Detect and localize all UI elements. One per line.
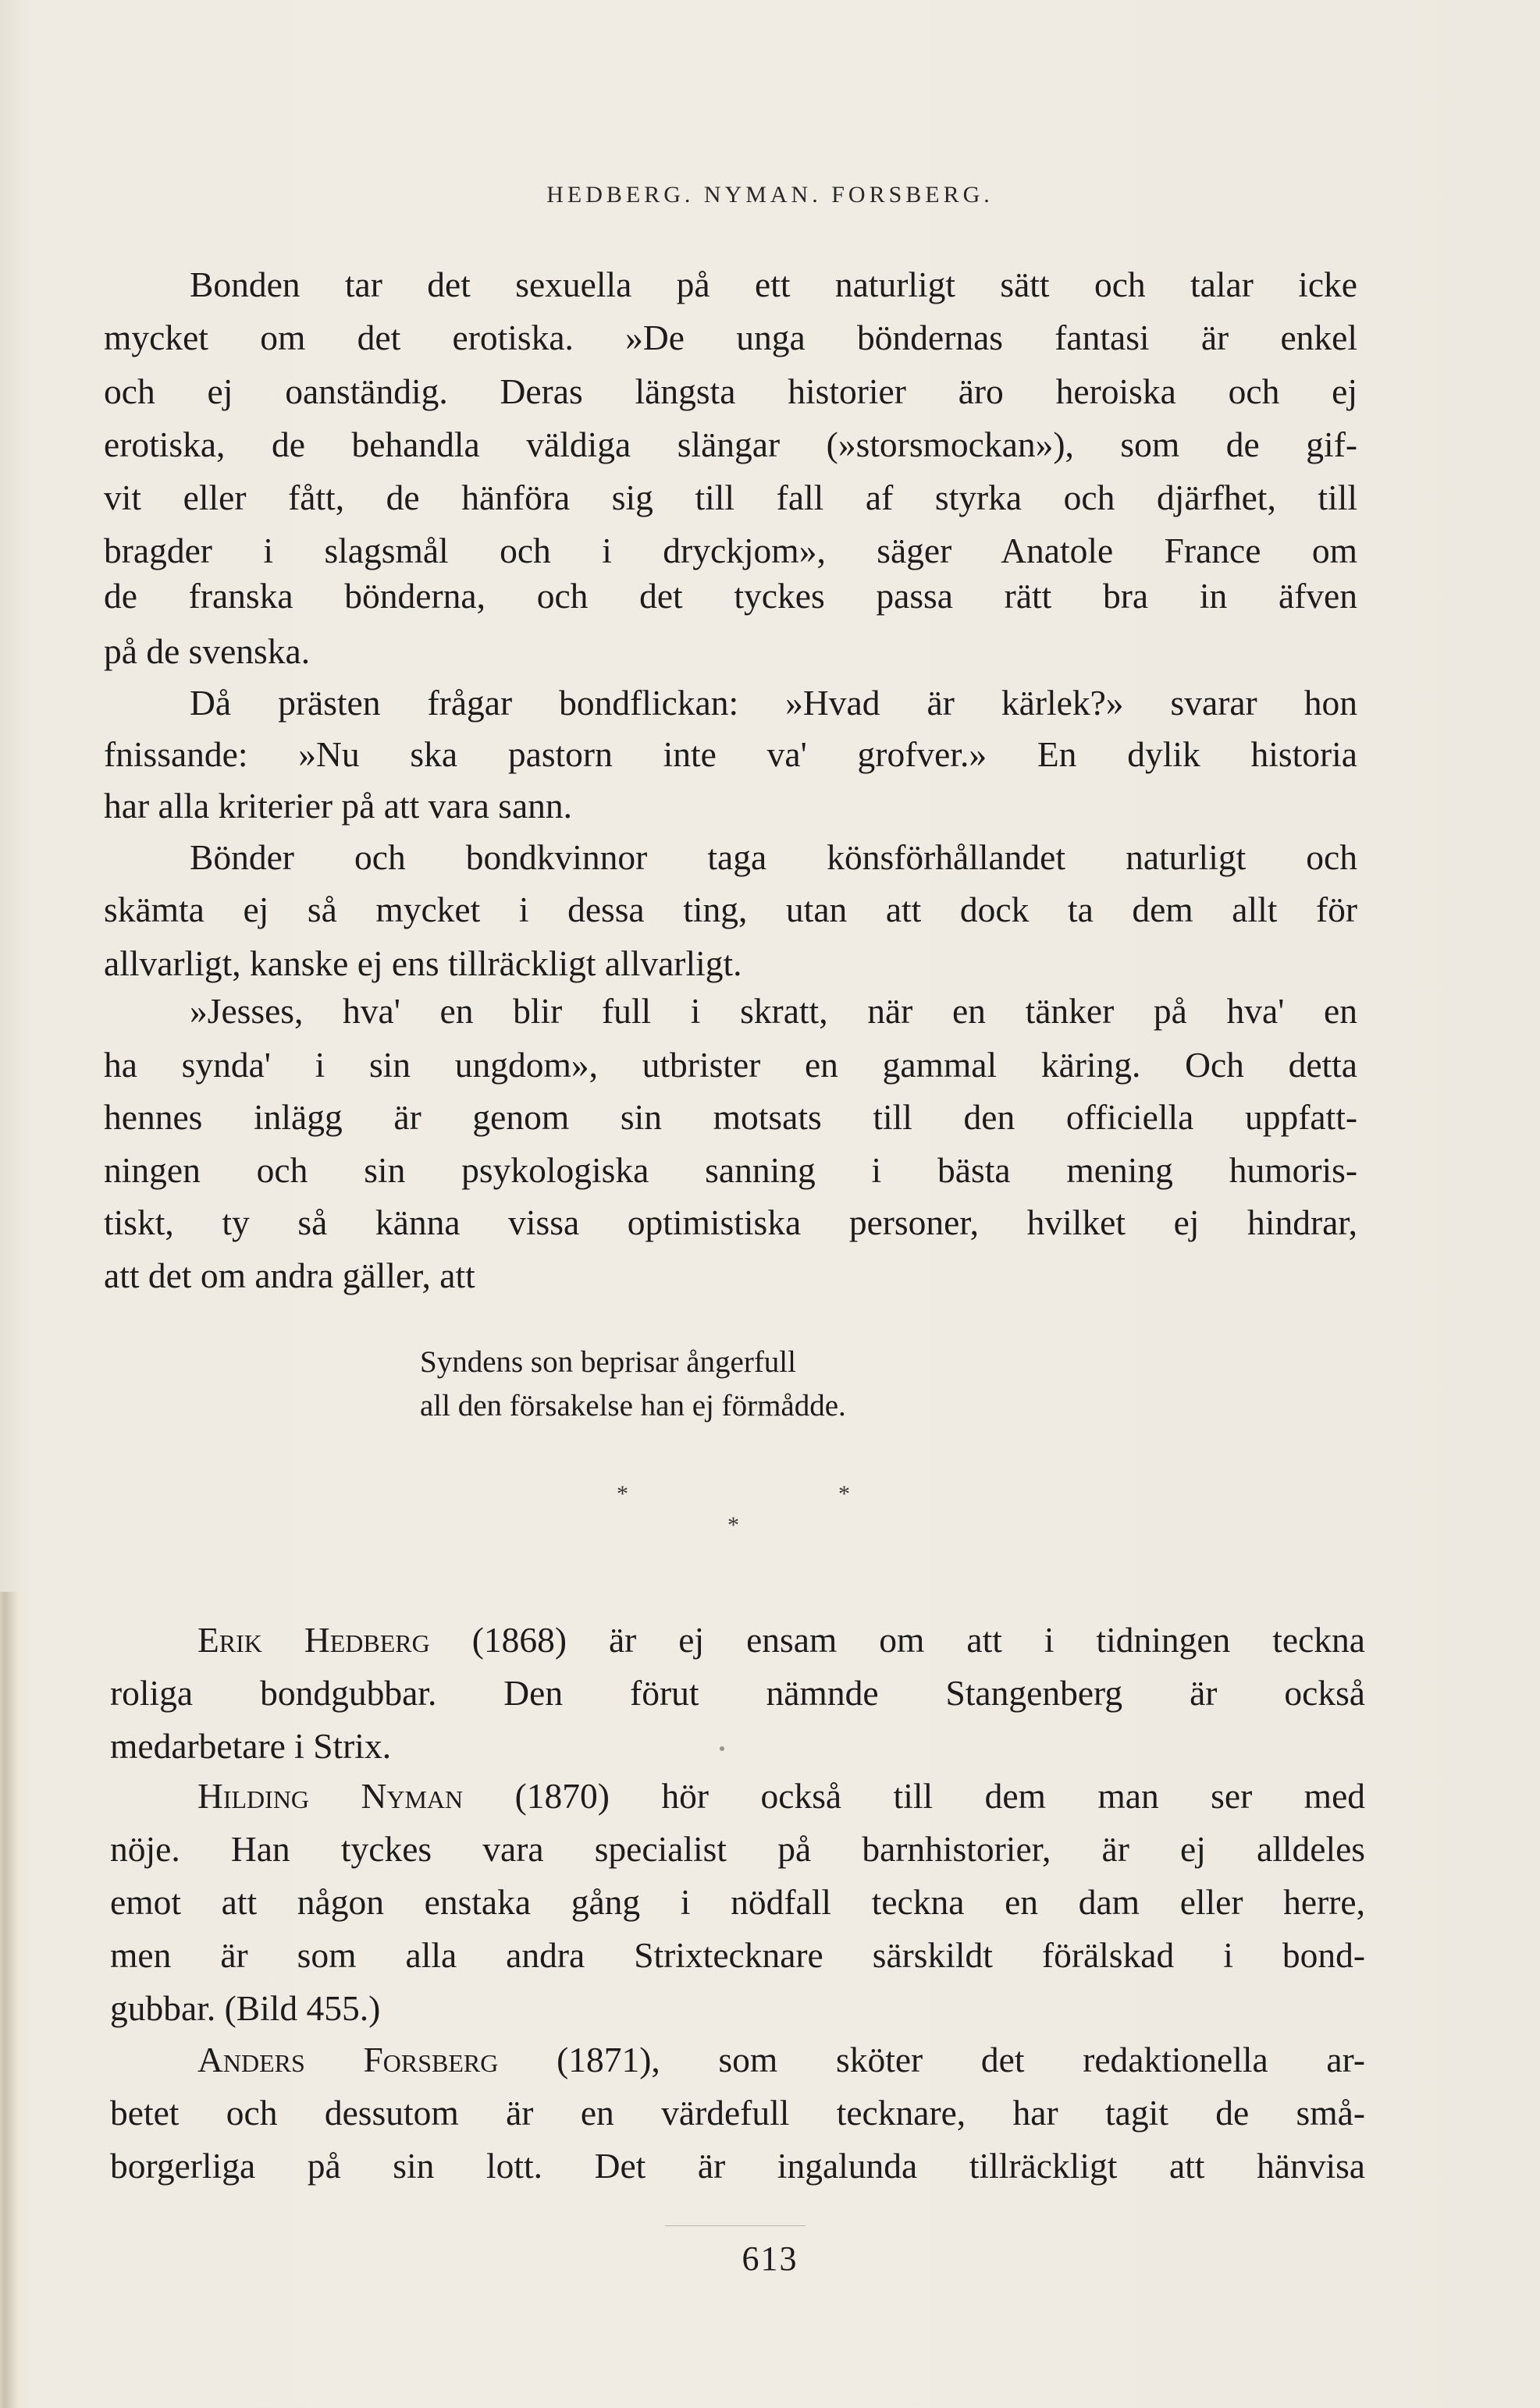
page-number: 613	[742, 2239, 798, 2278]
text-line: Bönder och bondkvinnor taga könsförhållandet naturligt och	[190, 837, 1357, 877]
text-line: tiskt, ty så känna vissa optimistiska personer, hvilket ej hindrar,	[104, 1202, 1357, 1242]
poem-line: all den försakelse han ej förmådde.	[420, 1389, 846, 1422]
text-line: vit eller fått, de hänföra sig till fall af styrka och djärfhet, till	[104, 478, 1357, 517]
text-line: Anders Forsberg (1871), som sköter det redaktionella ar-	[197, 2040, 1365, 2079]
section-break-star: *	[617, 1481, 628, 1507]
text-line: roliga bondgubbar. Den förut nämnde Stangenberg är också	[110, 1673, 1365, 1713]
text-line: »Jesses, hva' en blir full i skratt, när en tänker på hva' en	[190, 991, 1357, 1031]
text-line: ha synda' i sin ungdom», utbrister en gammal käring. Och detta	[104, 1045, 1357, 1085]
text-line: medarbetare i Strix.	[110, 1726, 392, 1766]
text-line: Erik Hedberg (1868) är ej ensam om att i tidningen teckna	[197, 1620, 1365, 1660]
text-line: på de svenska.	[104, 631, 311, 671]
section-break-star: *	[727, 1512, 739, 1538]
text-line: erotiska, de behandla väldiga slängar (»storsmockan»), som de gif-	[104, 424, 1357, 464]
artist-name: Anders Forsberg	[197, 2040, 499, 2079]
text-line: betet och dessutom är en värdefull tecknare, har tagit de små-	[110, 2093, 1365, 2133]
text-line: mycket om det erotiska. »De unga böndernas fantasi är enkel	[104, 318, 1357, 357]
text-line: Bonden tar det sexuella på ett naturligt sätt och talar icke	[190, 265, 1357, 304]
running-head: HEDBERG. NYMAN. FORSBERG.	[546, 182, 994, 208]
text-line: fnissande: »Nu ska pastorn inte va' grofver.» En dylik historia	[104, 734, 1357, 774]
text-line: bragder i slagsmål och i dryckjom», säger Anatole France om	[104, 531, 1357, 570]
text-line: men är som alla andra Strixtecknare särskildt förälskad i bond-	[110, 1935, 1365, 1975]
text-line: skämta ej så mycket i dessa ting, utan att dock ta dem allt för	[104, 890, 1357, 929]
text-line: allvarligt, kanske ej ens tillräckligt allvarligt.	[104, 943, 742, 983]
artist-name: Erik Hedberg	[197, 1620, 430, 1660]
poem-line: Syndens son beprisar ångerfull	[420, 1345, 796, 1379]
text-line: borgerliga på sin lott. Det är ingalunda tillräckligt att hänvisa	[110, 2146, 1365, 2186]
text-line: hennes inlägg är genom sin motsats till den officiella uppfatt-	[104, 1097, 1357, 1137]
text-line: Då prästen frågar bondflickan: »Hvad är kärlek?» svarar hon	[190, 683, 1357, 723]
text-line: har alla kriterier på att vara sann.	[104, 786, 573, 826]
text-line: och ej oanständig. Deras längsta historier äro heroiska och ej	[104, 371, 1357, 411]
text-line: att det om andra gäller, att	[104, 1255, 475, 1295]
footer-rule	[665, 2225, 806, 2226]
text-line: Hilding Nyman (1870) hör också till dem man ser med	[197, 1776, 1366, 1816]
text-line: emot att någon enstaka gång i nödfall teckna en dam eller herre,	[110, 1882, 1365, 1922]
artist-name: Hilding Nyman	[197, 1776, 464, 1816]
text-line: nöje. Han tyckes vara specialist på barnhistorier, är ej alldeles	[110, 1829, 1365, 1869]
text-line: ningen och sin psykologiska sanning i bästa mening humoris-	[104, 1150, 1357, 1190]
text-line: gubbar. (Bild 455.)	[110, 1988, 381, 2028]
book-gutter-shadow	[0, 1592, 19, 2408]
text-line: de franska bönderna, och det tyckes passa rätt bra in äfven	[104, 576, 1357, 616]
print-speck	[720, 1746, 724, 1751]
section-break-star: *	[838, 1481, 850, 1507]
